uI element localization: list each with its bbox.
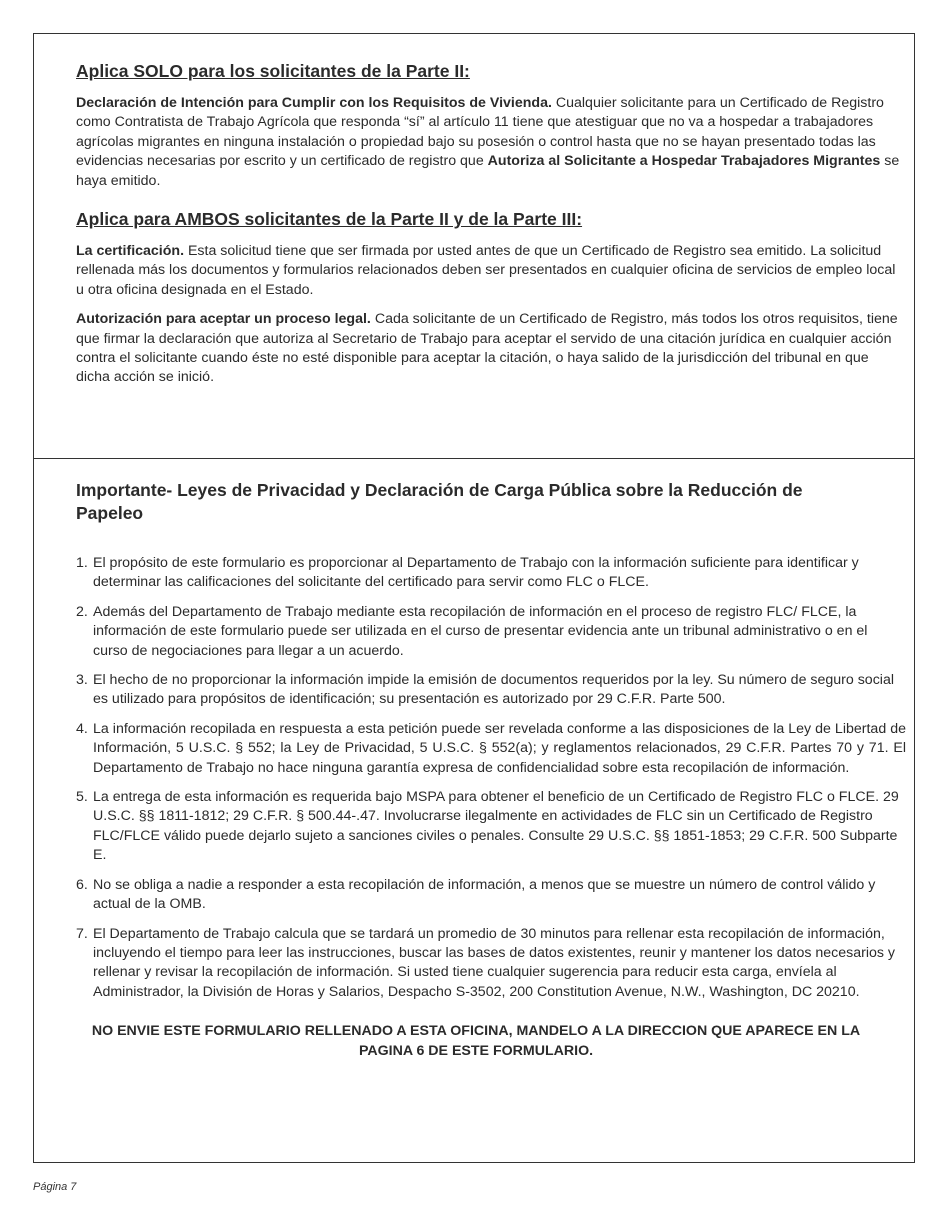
list-item-number: 5. [76,789,88,806]
list-item-text: El Departamento de Trabajo calcula que se tardará un promedio de 30 minutos para rellenar esta recopilación de información, incluyendo el tiempo para leer las instrucciones, buscar las bases de datos existentes, reunir y mantener los datos necesarios y rellenar y revisar la recopilación de información. Si usted tiene cualquier sugerencia para reducir esta carga, envíela al Administrador, la División de Horas y Salarios, Despacho S-3502, 200 Constitution Avenue, N.W., Washington, DC 20210. [93,925,896,1000]
certification-text: Esta solicitud tiene que ser firmada por usted antes de que un Certificado de Registro sea emitido. La solicitud rellenada más los documentos y formularios relacionados deben ser presentados en cualquier oficina de servicios de empleo local u otra oficina designada en el Estado. [76,243,896,298]
privacy-list [76,554,906,1002]
list-item-number: 7. [76,925,88,942]
list-item [76,788,906,866]
page-number: Página 7 [33,1181,77,1193]
privacy-section [34,459,914,1061]
list-item-text: Además del Departamento de Trabajo mediante esta recopilación de información en el proceso de registro FLC/ FLCE, la información de este formulario puede ser utilizada en el curso de presentar evidencia ante un tribunal administrativo o en el curso de negociaciones para llegar a un acuerdo. [93,603,868,659]
list-item [76,720,906,778]
list-item-number: 1. [76,555,88,571]
legal-process-paragraph [76,310,904,388]
list-item-number: 2. [76,603,88,620]
list-item-text: La información recopilada en respuesta a esta petición puede ser revelada conforme a las disposiciones de la Ley de Libertad de Información, 5 U.S.C. § 552; la Ley de Privacidad, 5 U.S.C. § 552(a); y reglamentos relacionados, 29 C.F.R. Partes 70 y 71. El Departamento de Trabajo no hace ninguna garantía expresa de confidencialidad sobre esta recopilación de información. [93,720,906,776]
certification-title: La certificación. [76,243,185,260]
list-item-number: 3. [76,672,88,689]
housing-intent-text-1: Cualquier solicitante para un Certificado de Registro como Contratista de Trabajo Agrícola que responda “sí” al artículo 11 tiene que atestiguar que no va a hospedar a trabajadores agrícolas migrantes en ninguna instalación o propiedad bajo su posesión o control hasta que no se hayan presentado todas las evidencias necesarias por escrito y un certificado de registro que [76,95,884,170]
housing-intent-paragraph [76,94,904,191]
mailing-notice: NO ENVIE ESTE FORMULARIO RELLENADO A ESTA OFICINA, MANDELO A LA DIRECCION QUE APARECE EN LA PAGINA 6 DE ESTE FORMULARIO. [91,1023,861,1059]
list-item [76,925,906,1003]
list-item [76,603,906,661]
certification-paragraph [76,242,904,300]
applicant-requirements-section [34,34,914,459]
list-item-text: El propósito de este formulario es proporcionar al Departamento de Trabajo con la información suficiente para identificar y determinar las calificaciones del solicitante del certificado para servir como FLC o FLCE. [93,555,859,591]
housing-intent-text-2: se haya emitido. [76,153,900,189]
list-item [76,876,906,915]
list-item-text: El hecho de no proporcionar la información impide la emisión de documentos requeridos por la ley. Su número de seguro social es utilizado para propósitos de identificación; su presentación es autorizado por 29 C.F.R. Parte 500. [93,672,894,708]
list-item [76,671,906,710]
list-item-number: 4. [76,720,88,737]
legal-process-title: Autorización para aceptar un proceso legal. [76,311,371,328]
list-item-number: 6. [76,876,88,893]
housing-authorization-phrase: Autoriza al Solicitante a Hospedar Trabajadores Migrantes [487,153,881,170]
form-frame [33,33,915,1163]
part-ii-heading: Aplica SOLO para los solicitantes de la Parte II: [76,61,470,81]
legal-process-text: Cada solicitante de un Certificado de Registro, más todos los otros requisitos, tiene que firmar la declaración que autoriza al Secretario de Trabajo para aceptar el servido de una citación jurídica en cualquier acción contra el solicitante cuando éste no esté disponible para aceptar la citación, o haya salido de la jurisdicción del tribunal en que dicha acción se inició. [76,311,898,386]
housing-intent-title: Declaración de Intención para Cumplir con los Requisitos de Vivienda. [76,95,552,111]
privacy-heading: Importante- Leyes de Privacidad y Declaración de Carga Pública sobre la Reducción de Papeleo [76,480,803,523]
list-item-text: No se obliga a nadie a responder a esta recopilación de información, a menos que se muestre un número de control válido y actual de la OMB. [93,876,876,913]
both-parts-heading: Aplica para AMBOS solicitantes de la Parte II y de la Parte III: [76,209,583,230]
list-item [76,554,906,593]
list-item-text: La entrega de esta información es requerida bajo MSPA para obtener el beneficio de un Certificado de Registro FLC o FLCE. 29 U.S.C. §§ 1811-1812; 29 C.F.R. § 500.44-.47. Involucrarse ilegalmente en actividades de FLC sin un Certificado de Registro FLC/FLCE válido puede dejarlo sujeto a sanciones civiles o penales. Consulte 29 U.S.C. §§ 1851-1853; 29 C.F.R. 500 Subparte E. [93,789,899,864]
